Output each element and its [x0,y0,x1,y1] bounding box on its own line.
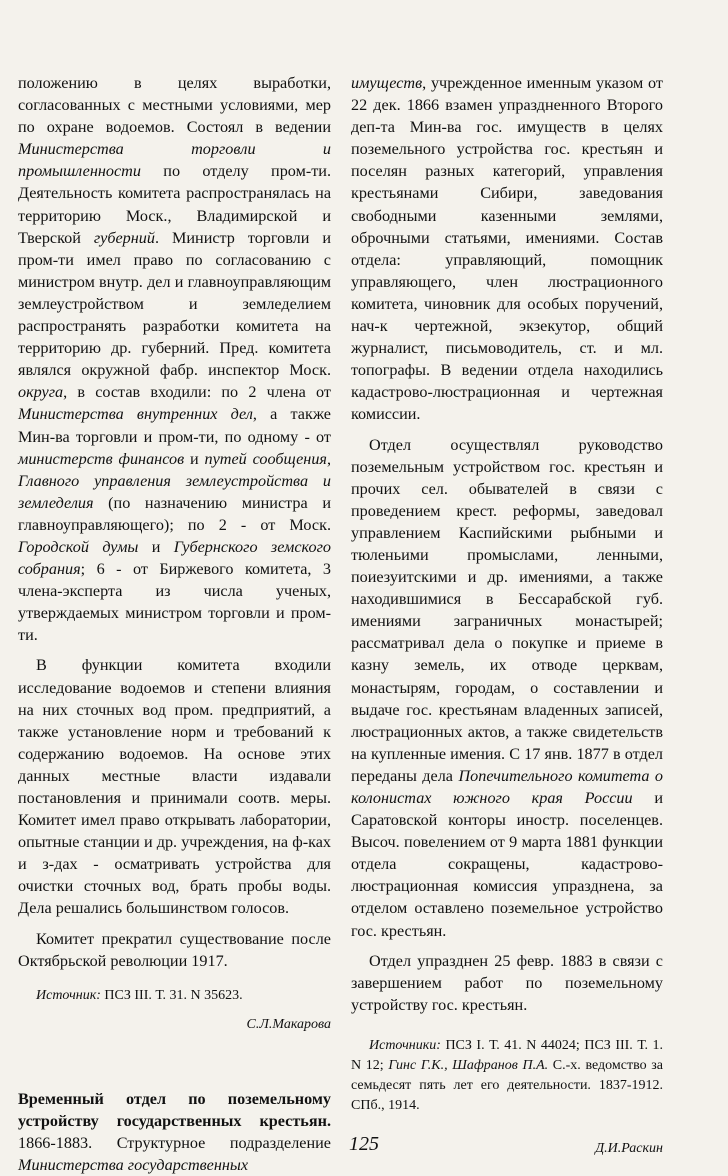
paragraph: Отдел осуществлял руководство поземельным устройством гос. крестьян и прочих сел. обывателей в связи с проведением крест. реформы, заведовал управлением Каспийскими рыбными и тюленьими промыслами, ленными, поиезуитскими и др. имениями, а также находившимися в Бессарабской губ. имениями заграничных монастырей; рассматривал дела о покупке и приеме в казну земель, их отводе церквам, монастырям, городам, о составлении и выдаче гос. крестьянам владенных записей, люстрационных актов, а также свидетельств на купленные имения. С 17 янв. 1877 в отдел переданы дела Попечительного комитета о колонистах южного края России и Саратовской конторы иностр. поселенцев. Высоч. повелением от 9 марта 1881 функции отдела сокращены, кадастрово-люстрационная комиссия упразднена, за отделом оставлено поземельное устройство гос. крестьян. [351,435,663,940]
sources-line: Источники: ПСЗ I. Т. 41. N 44024; ПСЗ III. Т. 1. N 12; Гинс Г.К., Шафранов П.А. С.-х. ведомство за семьдесят пять лет его деятельности. 1837-1912. СПб., 1914. [351,1037,664,1113]
page-number: 125 [349,1133,379,1155]
paragraph: В функции комитета входили исследование водоемов и степени влияния на них сточных вод пром. предприятий, а также установление норм и требований к содержанию водоемов. На основе этих данных местные власти издавали постановления и принимали соотв. меры. Комитет имел право открывать лаборатории, опытные станции и др. учреждения, на ф-ках и з-дах - осматривать устройства для очистки сточных вод, брать пробы воды. Дела решались большинством голосов. [18,656,331,918]
author-signature: С.Л.Макарова [246,1016,331,1032]
left-column [18,72,331,1176]
entry-title: Временный отдел по поземельному устройству государственных крестьян. [18,1089,331,1130]
paragraph: положению в целях выработки, согласованных с местными условиями, мер по охране водоемов. Состоял в ведении Министерства торговли и промышленности по отделу пром-ти. Деятельность комитета распространялась на территорию Моск., Владимирской и Тверской губерний. Министр торговли и пром-ти имел право по согласованию с министром внутр. дел и главноуправляющим землеустройством и земледелием распространять разработки комитета на территорию др. губерний. Пред. комитета являлся окружной фабр. инспектор Моск. округа, в состав входили: по 2 члена от Министерства внутренних дел, а также Мин-ва торговли и пром-ти, по одному - от министерств финансов и путей сообщения, Главного управления землеустройства и земледелия (по назначению министра и главноуправляющего); по 2 - от Моск. Городской думы и Губернского земского собрания; 6 - от Биржевого комитета, 3 члена-эксперта из числа ученых, утверждаемых министром торговли и пром-ти. [18,74,331,645]
author-signature: Д.И.Раскин [595,1140,663,1156]
paragraph: имуществ, учрежденное именным указом от 22 дек. 1866 взамен упраздненного Второго деп-та Мин-ва гос. имуществ в целях поземельного устройства гос. крестьян и поселян разных категорий, управления крестьянами Сибири, заведования свободными казенными землями, оброчными статьями, имениями. Состав отдела: управляющий, помощник управляющего, член люстрационного комитета, чиновник для особых поручений, нач-к чертежной, экзекутор, общий журналист, письмоводитель, ст. и мл. топографы. В ведении отдела находились кадастрово-люстрационная и чертежная комиссии. [351,74,663,424]
paragraph: Отдел упразднен 25 февр. 1883 в связи с завершением работ по поземельному устройству гос. крестьян. [351,951,663,1014]
entry-heading: Временный отдел по поземельному устройству государственных крестьян. 1866-1883. Структурное подразделение Министерства государственных [18,1089,331,1175]
right-column [351,72,663,1160]
paragraph: Комитет прекратил существование после Октябрьской революции 1917. [18,929,331,970]
source-label: Источник: [36,987,101,1003]
source-line: Источник: ПСЗ III. Т. 31. N 35623. [36,987,243,1003]
sources-label: Источники: [369,1037,441,1053]
